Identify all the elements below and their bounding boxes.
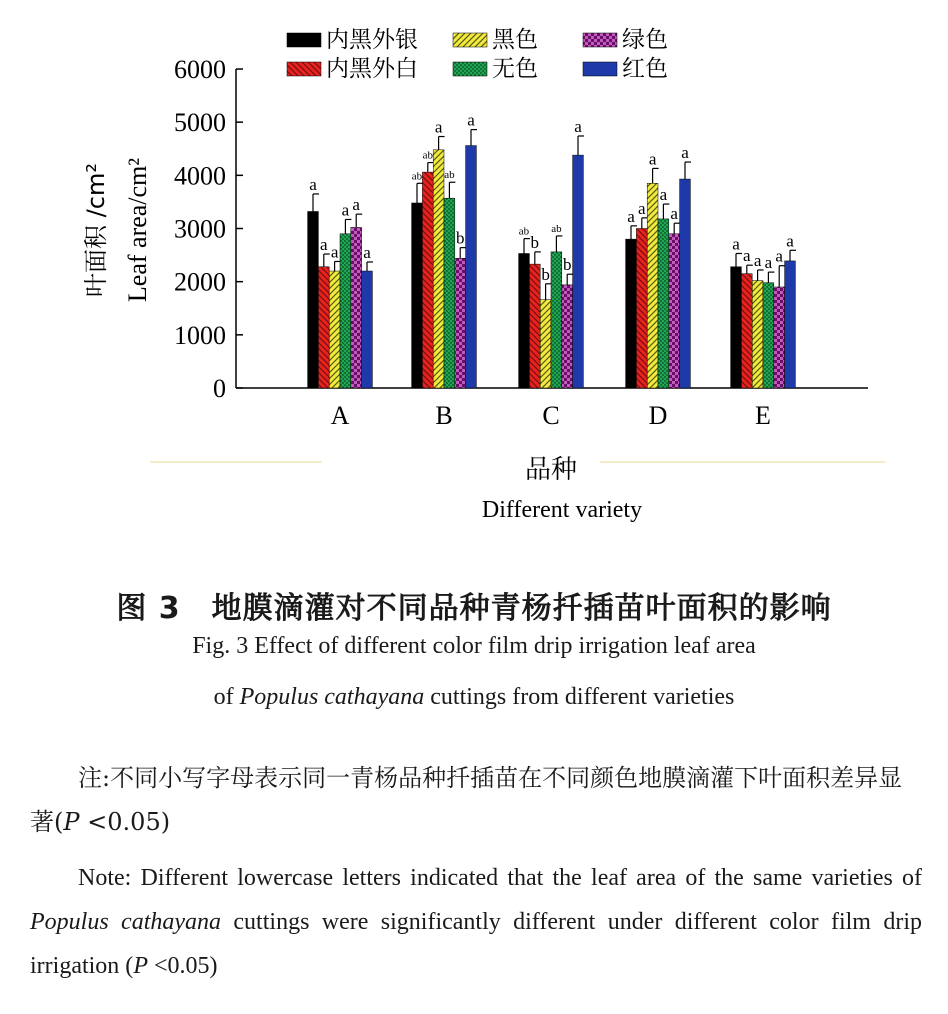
significance-label: a [659, 185, 668, 205]
bar [466, 146, 477, 388]
significance-label: a [434, 117, 443, 137]
bar [455, 258, 466, 388]
y-axis-label-cn: 叶面积 /cm² [82, 163, 110, 297]
bar [636, 229, 647, 389]
x-tick-label: B [435, 401, 453, 430]
bar [647, 183, 658, 388]
legend-label: 内黑外银 [326, 27, 418, 53]
significance-label: b [530, 232, 540, 252]
significance-label: a [309, 174, 317, 194]
legend-swatch [583, 33, 617, 47]
x-axis-label-cn: 品种 [524, 455, 578, 485]
significance-label: b [562, 255, 572, 275]
bar [752, 281, 763, 388]
bar [519, 253, 530, 388]
y-axis-label-en: Leaf area/cm² [123, 157, 152, 303]
bar [785, 261, 796, 388]
y-tick-label: 6000 [174, 55, 226, 84]
bar [669, 234, 680, 388]
x-tick-label: C [542, 401, 560, 430]
legend-label: 红色 [622, 56, 668, 82]
significance-label: a [363, 242, 371, 262]
legend-swatch [583, 62, 617, 76]
chart-xlabels [331, 401, 771, 430]
significance-label: a [627, 206, 635, 226]
bar [731, 267, 742, 388]
significance-label: a [320, 235, 328, 255]
y-tick-label: 2000 [174, 267, 226, 297]
bar [362, 271, 373, 388]
significance-label: a [467, 110, 475, 130]
legend-swatch [287, 62, 321, 76]
bar [680, 179, 691, 388]
x-tick-label: E [755, 401, 771, 430]
y-tick-label: 1000 [174, 320, 226, 350]
significance-label: ab [518, 225, 530, 238]
significance-label: a [764, 253, 773, 273]
bar [340, 234, 351, 388]
bar [562, 285, 573, 388]
x-tick-label: A [330, 401, 350, 430]
bar [329, 271, 340, 388]
bar [658, 219, 669, 388]
y-tick-label: 5000 [174, 108, 226, 138]
x-axis-label-en: Different variety [481, 497, 643, 523]
legend-label: 无色 [492, 56, 538, 82]
significance-label: a [753, 250, 762, 270]
bar [626, 239, 637, 388]
bar [433, 150, 444, 388]
legend-label: 黑色 [492, 27, 538, 53]
significance-label: b [455, 228, 465, 248]
bar [318, 267, 329, 388]
bar [529, 264, 540, 388]
bar [573, 155, 584, 388]
significance-label: a [786, 231, 794, 251]
note-cn: 注:不同小写字母表示同一青杨品种扦插苗在不同颜色地膜滴灌下叶面积差异显著(P <0.05) [30, 764, 903, 836]
chart-bars [308, 111, 796, 388]
significance-label: ab [444, 169, 455, 182]
significance-label: a [670, 204, 678, 224]
bar [308, 211, 319, 388]
significance-label: a [743, 246, 751, 266]
significance-label: ab [422, 149, 433, 162]
y-tick-label: 4000 [174, 161, 226, 191]
figure-caption-cn: 图 3 地膜滴灌对不同品种青杨扦插苗叶面积的影响 [116, 591, 832, 626]
legend-swatch [453, 33, 487, 47]
significance-label: a [574, 116, 582, 136]
legend-swatch [453, 62, 487, 76]
significance-label: a [638, 198, 646, 218]
note-en: Note: Different lowercase letters indicated that the leaf area of the same varieties of Populus cathayana cuttings were significantly different under different color film drip irrigation (P <0.05) [30, 865, 923, 979]
bar [551, 252, 562, 388]
significance-label: a [341, 200, 350, 220]
bar [540, 300, 551, 388]
y-tick-label: 0 [213, 374, 226, 403]
bar [412, 203, 423, 388]
bar [763, 283, 774, 388]
bar [444, 198, 455, 388]
legend-label: 绿色 [622, 27, 668, 53]
figure-caption-en-line2: of Populus cathayana cuttings from different varieties [213, 684, 735, 710]
significance-label: a [732, 234, 740, 254]
significance-label: ab [411, 170, 423, 183]
significance-label: ab [551, 222, 562, 235]
bar [351, 227, 362, 388]
chart-legend [287, 27, 668, 82]
significance-label: a [648, 149, 657, 169]
bar [774, 287, 785, 388]
significance-label: b [541, 264, 550, 284]
legend-label: 内黑外白 [326, 56, 418, 82]
significance-label: a [775, 246, 783, 266]
figure-caption-en-line1: Fig. 3 Effect of different color film drip irrigation leaf area [192, 633, 756, 659]
x-tick-label: D [648, 401, 668, 430]
bar [741, 274, 752, 388]
y-tick-label: 3000 [174, 214, 226, 244]
significance-label: a [330, 242, 339, 262]
bar [422, 172, 433, 388]
significance-label: a [681, 143, 689, 163]
legend-swatch [287, 33, 321, 47]
significance-label: a [352, 195, 360, 215]
